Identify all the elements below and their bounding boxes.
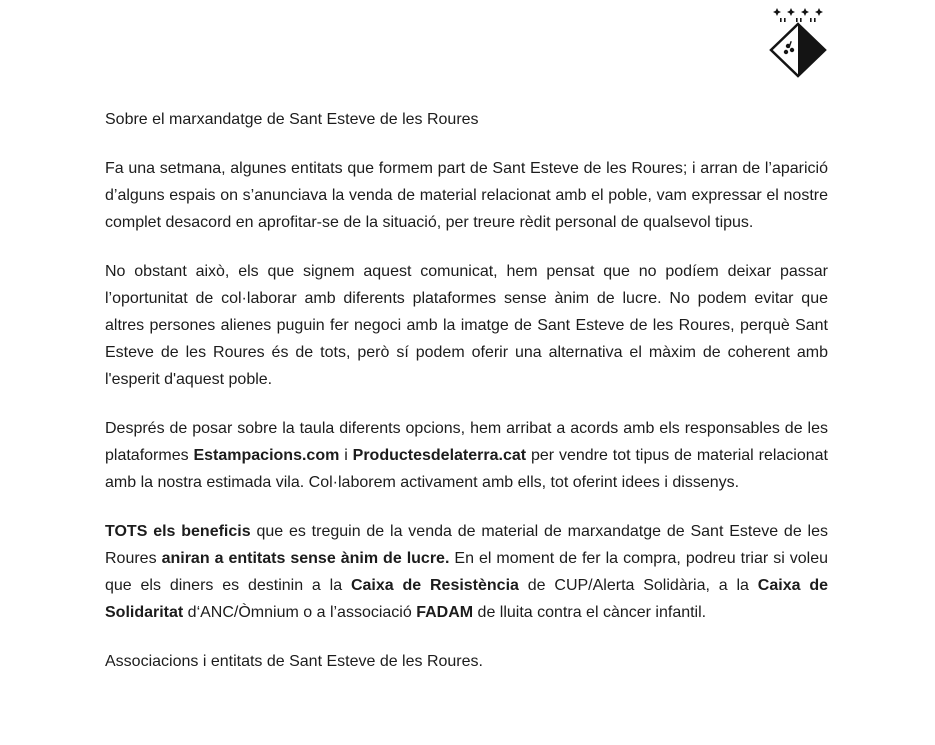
text-run: Associacions i entitats de Sant Esteve de les Roures. <box>105 653 483 670</box>
bold-text-run: Caixa de Resistència <box>350 577 519 594</box>
paragraph <box>105 415 828 496</box>
document-title: Sobre el marxandatge de Sant Esteve de les Roures <box>105 111 479 128</box>
coat-of-arms-logo <box>769 8 827 78</box>
text-run: de CUP/Alerta Solidària, a la <box>518 577 758 594</box>
text-run: que es treguin de la venda de material de marxandatge de Sant Esteve de les Roures <box>105 523 828 567</box>
bold-text-run: Productesdelaterra.cat <box>352 447 527 464</box>
text-run: per vendre tot tipus de material relacionat amb la nostra estimada vila. Col·laborem activament amb ells, tot oferint idees i dissenys. <box>105 447 828 491</box>
bold-text-run: Estampacions.com <box>193 447 340 464</box>
paragraph <box>105 648 828 675</box>
text-run: i <box>339 447 353 464</box>
bold-text-run: Caixa de Solidaritat <box>105 577 828 621</box>
stars-row <box>773 8 823 22</box>
text-run: d‘ANC/Òmnium o a l’associació <box>183 604 417 621</box>
paragraph <box>105 258 828 393</box>
document-body <box>105 155 828 675</box>
text-run: No obstant això, els que signem aquest comunicat, hem pensat que no podíem deixar passar l’oportunitat de col·laborar amb diferents plataformes sense ànim de lucre. No podem evitar que altres persones alienes puguin fer negoci amb la imatge de Sant Esteve de les Roures, perquè Sant Esteve de les Roures és de tots, però sí podem oferir una alternativa el màxim de coherent amb l'esperit d'aquest poble. <box>105 263 828 388</box>
text-run: Fa una setmana, algunes entitats que formem part de Sant Esteve de les Roures; i arran de l’aparició d’alguns espais on s’anunciava la venda de material relacionat amb el poble, vam expressar el nostre complet desacord en aprofitar-se de la situació, per treure rèdit personal de qualsevol tipus. <box>105 160 828 231</box>
bold-text-run: TOTS els beneficis <box>105 523 251 540</box>
shield <box>771 24 825 76</box>
text-run: de lluita contra el càncer infantil. <box>473 604 707 621</box>
bold-text-run: FADAM <box>416 604 474 621</box>
document-content <box>105 106 828 675</box>
bold-text-run: aniran a entitats sense ànim de lucre. <box>161 550 450 567</box>
text-run: Després de posar sobre la taula diferents opcions, hem arribat a acords amb els responsables de les plataformes <box>105 420 828 464</box>
text-run: En el moment de fer la compra, podreu triar si voleu que els diners es destinin a la <box>105 550 829 594</box>
paragraph <box>105 155 828 236</box>
paragraph <box>105 518 828 626</box>
coat-of-arms-icon <box>769 8 827 78</box>
